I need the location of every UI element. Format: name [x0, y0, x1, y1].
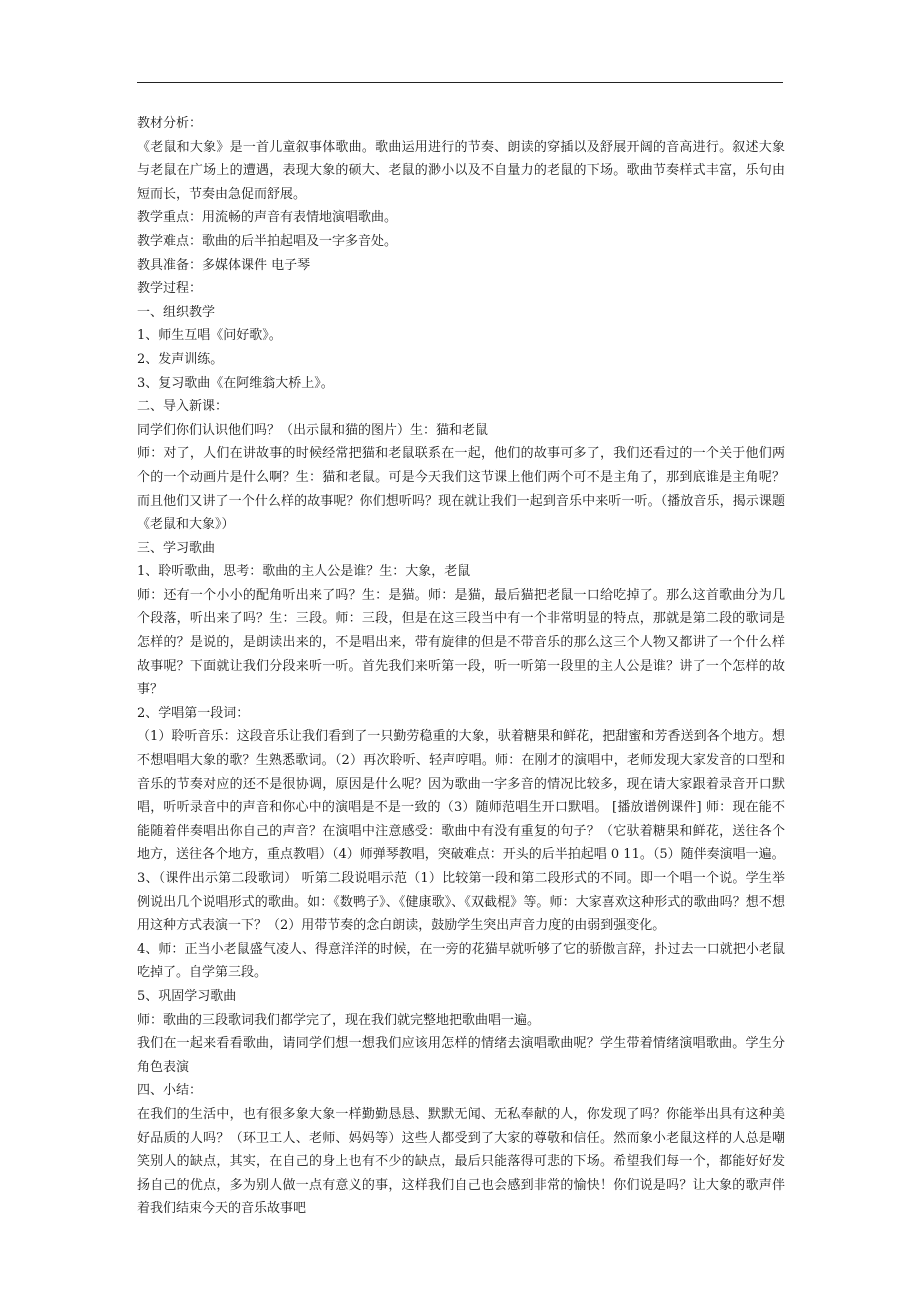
list-item: 3、复习歌曲《在阿维翁大桥上》。: [137, 375, 334, 391]
paragraph-analysis: 《老鼠和大象》是一首儿童叙事体歌曲。歌曲运用进行的节奏、朗读的穿插以及舒展开阔的音高进行。叙述大象与老鼠在广场上的遭遇，表现大象的硕大、老鼠的渺小以及不自量力的老鼠的下场。歌曲节奏样式丰富，乐句由短而长，节奏由急促而舒展。: [137, 139, 785, 202]
list-item: 5、巩固学习歌曲: [137, 988, 237, 1004]
heading-teaching-process: 教学过程：: [137, 281, 203, 297]
heading-section-3: 三、学习歌曲: [137, 540, 216, 556]
paragraph: 同学们你们认识他们吗？（出示鼠和猫的图片）生：猫和老鼠: [137, 422, 489, 438]
heading-section-2: 二、导入新课：: [137, 399, 229, 415]
paragraph-materials: 教具准备：多媒体课件 电子琴: [137, 257, 311, 273]
paragraph: 我们在一起来看看歌曲，请同学们想一想我们应该用怎样的情绪去演唱歌曲呢？学生带着情绪演唱歌曲。学生分角色表演: [137, 1036, 785, 1075]
heading-textbook-analysis: 教材分析：: [137, 116, 203, 131]
heading-section-1: 一、组织教学: [137, 304, 216, 320]
paragraph-key-point: 教学重点：用流畅的声音有表情地演唱歌曲。: [137, 210, 398, 226]
list-item: 2、发声训练。: [137, 351, 224, 367]
paragraph: 师：还有一个小小的配角听出来了吗？生：是猫。师：是猫，最后猫把老鼠一口给吃掉了。那么这首歌曲分为几个段落，听出来了吗？生：三段。师：三段，但是在这三段当中有一个非常明显的特点，那就是第二段的歌词是怎样的？是说的，是朗读出来的，不是唱出来，带有旋律的但是不带音乐的那么这三个人物又都讲了一个什么样故事呢？下面就让我们分段来听一听。首先我们来听第一段，听一听第一段里的主人公是谁？讲了一个怎样的故事？: [137, 587, 785, 698]
paragraph: （1）聆听音乐：这段音乐让我们看到了一只勤劳稳重的大象，驮着糖果和鲜花，把甜蜜和芳香送到各个地方。想不想唱唱大象的歌？生熟悉歌词。（2）再次聆听、轻声哼唱。师：在刚才的演唱中，老师发现大家发音的口型和音乐的节奏对应的还不是很协调，原因是什么呢？因为歌曲一字多音的情况比较多，现在请大家跟着录音开口默唱，听听录音中的声音和你心中的演唱是不是一致的（3）随师范唱生开口默唱。 [播放谱例课件] 师：现在能不能随着伴奏唱出你自己的声音？在演唱中注意感受：歌曲中有没有重复的句子？（它驮着糖果和鲜花，送往各个地方，送往各个地方，重点教唱）（4）师弹琴教唱，突破难点：开头的后半拍起唱 0 11。（5）随伴奏演唱一遍。: [137, 729, 785, 863]
list-item: 1、聆听歌曲，思考：歌曲的主人公是谁？生：大象，老鼠: [137, 564, 471, 580]
paragraph-summary: 在我们的生活中，也有很多象大象一样勤勤恳恳、默默无闻、无私奉献的人，你发现了吗？你能举出具有这种美好品质的人吗？（环卫工人、老师、妈妈等）这些人都受到了大家的尊敬和信任。然而象小老鼠这样的人总是嘲笑别人的缺点，其实，在自己的身上也有不少的缺点，最后只能落得可悲的下场。希望我们每一个，都能好好发扬自己的优点，多为别人做一点有意义的事，这样我们自己也会感到非常的愉快！你们说是吗？让大象的歌声伴着我们结束今天的音乐故事吧: [137, 1106, 785, 1217]
list-item: 4、师：正当小老鼠盛气凌人、得意洋洋的时候，在一旁的花猫早就听够了它的骄傲言辞，扑过去一口就把小老鼠吃掉了。自学第三段。: [137, 941, 785, 981]
paragraph-difficulty: 教学难点：歌曲的后半拍起唱及一字多音处。: [137, 233, 398, 249]
heading-section-4: 四、小结：: [137, 1083, 203, 1099]
list-item: 1、师生互唱《问好歌》。: [137, 328, 282, 344]
list-item: 3、（课件出示第二段歌词） 听第二段说唱示范（1）比较第一段和第二段形式的不同。即一个唱一个说。学生举例说出几个说唱形式的歌曲。如：《数鸭子》、《健康歌》、《双截棍》等。师：大家喜欢这种形式的歌曲吗？想不想用这种方式表演一下？（2）用带节奏的念白朗读，鼓励学生突出声音力度的由弱到强变化。: [137, 871, 785, 934]
header-rule: [137, 82, 783, 83]
paragraph: 师：歌曲的三段歌词我们都学完了，现在我们就完整地把歌曲唱一遍。: [137, 1012, 541, 1028]
paragraph: 师：对了，人们在讲故事的时候经常把猫和老鼠联系在一起，他们的故事可多了，我们还看过的一个关于他们两个的一个动画片是什么啊？生：猫和老鼠。可是今天我们这节课上他们两个可不是主角了，那到底谁是主角呢？而且他们又讲了一个什么样的故事呢？你们想听吗？现在就让我们一起到音乐中来听一听。（播放音乐，揭示课题《老鼠和大象》）: [137, 446, 785, 533]
document-body: [137, 112, 785, 1221]
list-item: 2、学唱第一段词：: [137, 705, 250, 721]
